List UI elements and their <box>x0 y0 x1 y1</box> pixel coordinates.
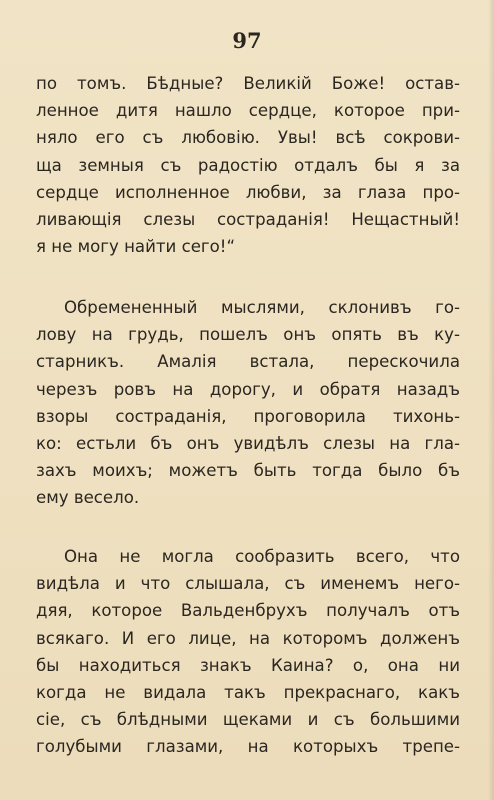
text-line: ко: естьли бъ онъ увидѣлъ слезы на гла- <box>36 433 460 453</box>
paragraph-2 <box>36 294 460 512</box>
text-line: я не могу найти сего!“ <box>36 237 236 257</box>
text-line: сіе, съ блѣдными щеками и съ большими <box>36 710 460 730</box>
text-line: видѣла и что слышала, съ именемъ него- <box>36 574 460 594</box>
text-line: всякаго. И его лице, на которомъ долженъ <box>36 628 460 648</box>
text-line: Обремененный мыслями, склонивъ го- <box>64 298 460 317</box>
text-line: няло его съ любовію. Увы! всѣ сокрови- <box>36 128 460 148</box>
paragraph-3 <box>36 543 460 761</box>
text-line: ему весело. <box>36 488 140 508</box>
text-line: старникъ. Амалія встала, перескочила <box>36 352 460 372</box>
text-line: Она не могла сообразить всего, что <box>64 547 460 566</box>
text-line: лову на грудь, пошелъ онъ опять въ ку- <box>36 325 460 345</box>
page-edge-shadow <box>488 0 494 800</box>
text-line: голубыми глазами, на которыхъ трепе- <box>36 737 460 757</box>
text-line: взоры состраданія, проговорила тихонь- <box>36 406 460 426</box>
text-line: бы находиться знакъ Каина? о, она ни <box>36 655 460 675</box>
text-line: захъ моихъ; можетъ быть тогда было бъ <box>36 461 460 481</box>
text-line: по томъ. Бѣдные? Великій Боже! остав- <box>36 74 460 93</box>
text-line: ленное дитя нашло сердце, которое при- <box>36 101 460 121</box>
page-number: 97 <box>232 28 262 53</box>
text-line: сердце исполненное любви, за глаза про- <box>36 182 460 202</box>
text-line: ща земныя съ радостію отдалъ бы я за <box>36 155 460 175</box>
text-line: черезъ ровъ на дорогу, и обратя назадъ <box>36 379 460 399</box>
paragraph-1 <box>36 70 460 260</box>
text-line: ливающія слезы состраданія! Нещастный! <box>36 209 460 229</box>
text-line: когда не видала такъ прекраснаго, какъ <box>36 682 460 702</box>
text-line: дяя, которое Вальденбрухъ получалъ отъ <box>36 601 460 621</box>
